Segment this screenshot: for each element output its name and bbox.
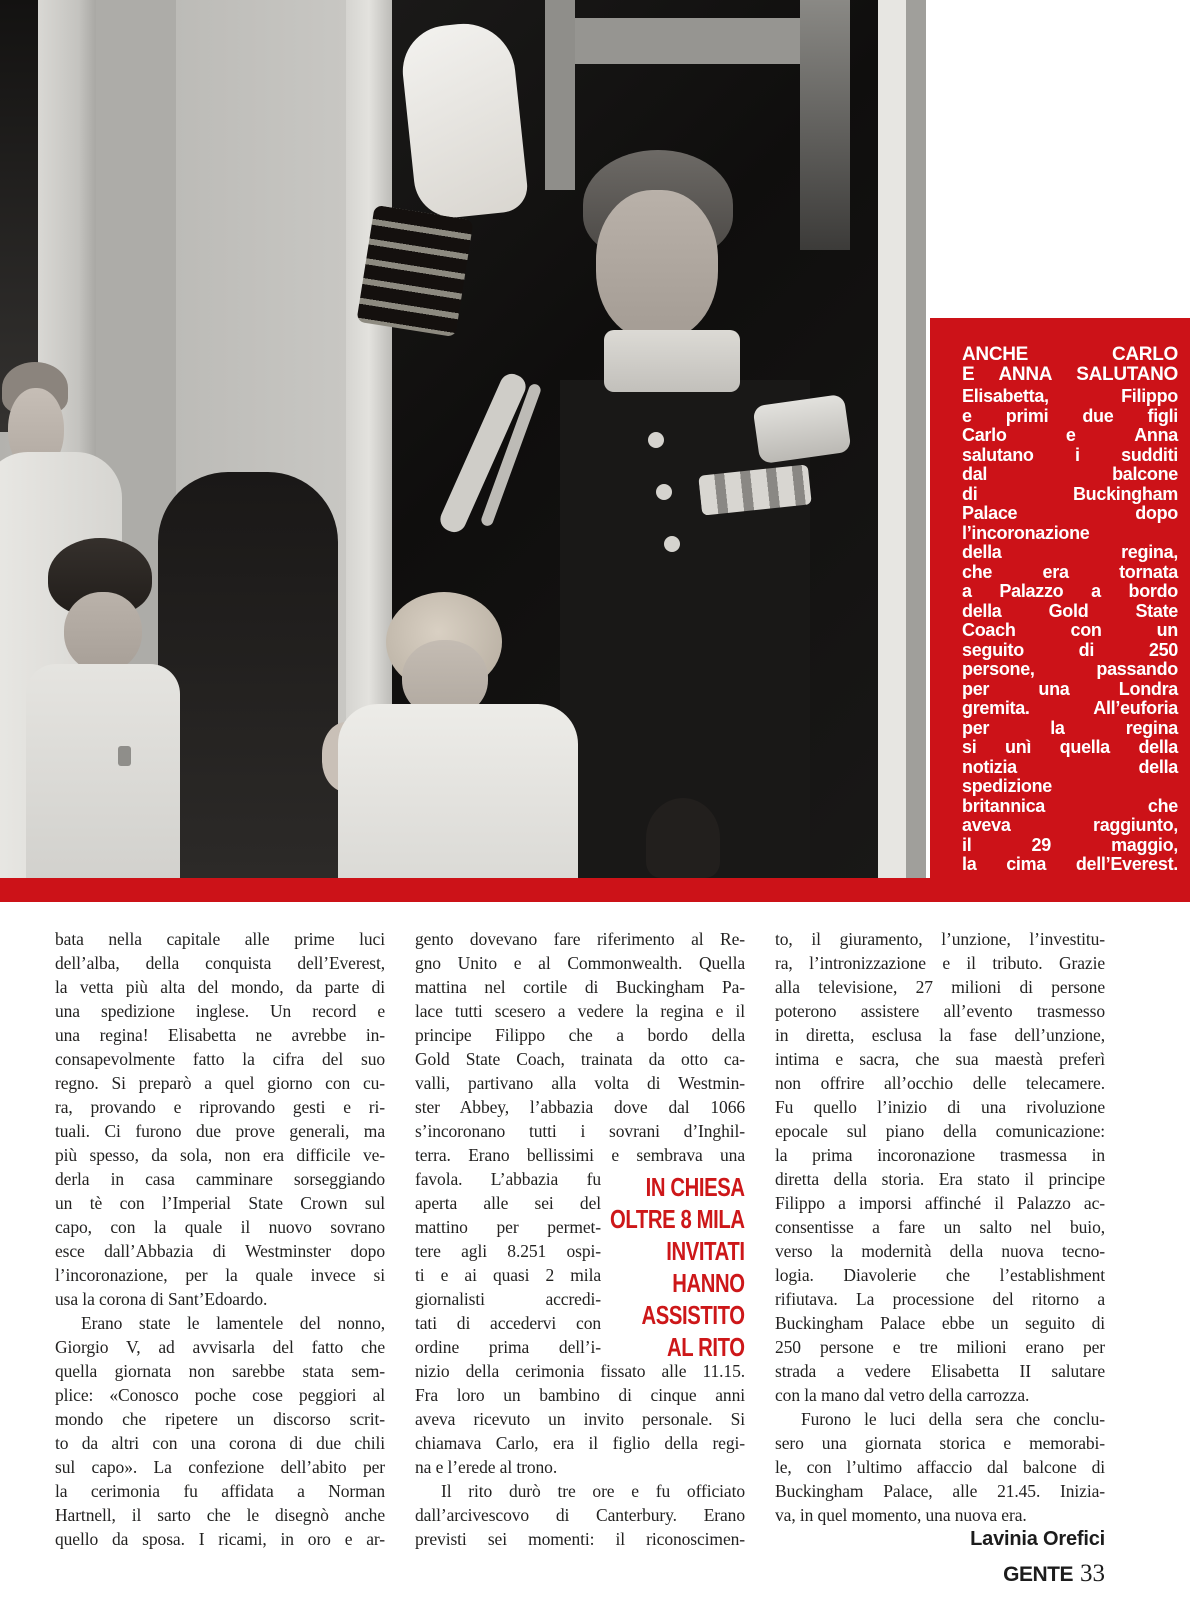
caption-kicker	[962, 345, 1178, 385]
column-2-top	[415, 927, 745, 1167]
text-line: quello da sposa. I ricami, in oro e ar-	[55, 1529, 385, 1549]
text-line: ra, provando e riprovando gesti e ri-	[55, 1097, 385, 1117]
text-line: che era tornata	[962, 561, 1178, 582]
text-line: giornalisti accredi-	[415, 1289, 601, 1309]
text-line: aveva raggiunto,	[962, 815, 1178, 835]
text-line: Furono le luci della sera che conclu-	[801, 1409, 1105, 1429]
text-line: Gold State Coach, trainata da otto ca-	[415, 1049, 745, 1069]
text-line: mattina nel cortile di Buckingham Pa-	[415, 977, 745, 997]
text-line: strada a vedere Elisabetta II salutare	[775, 1361, 1105, 1381]
text-line: Hartnell, il sarto che le disegnò anche	[55, 1505, 385, 1525]
text-line: bata nella capitale alle prime luci	[55, 929, 385, 949]
text-line: Palace dopo	[962, 503, 1178, 523]
text-line: della Gold State	[962, 600, 1178, 621]
text-line: E ANNA SALUTANO	[962, 364, 1178, 385]
open-door-pane	[800, 0, 850, 250]
text-line: aperta alle sei del	[415, 1193, 601, 1213]
text-line: ster Abbey, l’abbazia dove dal 1066	[415, 1097, 745, 1117]
text-line: chiamava Carlo, era il figlio della regi-	[415, 1433, 745, 1453]
right-frame-edge	[906, 0, 926, 878]
text-line: notizia della	[962, 756, 1178, 777]
text-line: una regina! Elisabetta ne avrebbe in-	[55, 1025, 385, 1045]
text-line: diretta della storia. Era stato il principe	[775, 1169, 1105, 1189]
philip-face	[596, 190, 718, 340]
text-line: Fu quello l’inizio di una rivoluzione	[775, 1097, 1105, 1117]
text-line: per la regina	[962, 717, 1178, 738]
page-number: 33	[1080, 1560, 1105, 1587]
text-line: Elisabetta, Filippo	[962, 386, 1178, 406]
text-line: si unì quella della	[962, 737, 1178, 757]
text-line: Fra loro un bambino di cinque anni	[415, 1385, 745, 1405]
text-line: rifiutava. La processione del ritorno a	[775, 1289, 1105, 1309]
text-line: consapevolmente fatto la cifra del suo	[55, 1049, 385, 1069]
text-line: mattino per permet-	[415, 1217, 601, 1237]
text-line: dell’alba, della conquista dell’Everest,	[55, 953, 385, 973]
text-line: sero una giornata storica e memorabi-	[775, 1433, 1105, 1453]
text-line: mondo che ripetere un discorso scrit-	[55, 1409, 385, 1429]
text-line: tati di accedervi con	[415, 1313, 601, 1333]
carlo-medal	[118, 746, 131, 766]
text-line: dall’arcivescovo di Canterbury. Erano	[415, 1505, 745, 1525]
magazine-logo: GENTE	[1003, 1563, 1073, 1586]
text-line: ti e ai quasi 2 mila	[415, 1265, 601, 1285]
text-line: nizio della cerimonia fissato alle 11.15.	[415, 1361, 745, 1381]
text-line: capo, con la quale il nuovo sovrano	[55, 1217, 385, 1237]
text-line: Buckingham Palace, alle 21.45. Inizia-	[775, 1481, 1105, 1501]
uniform-button	[664, 536, 680, 552]
anna-white-dress	[338, 704, 578, 878]
text-line: gno Unito e al Commonwealth. Quella	[415, 953, 745, 973]
text-line: l’incoronazione	[962, 522, 1090, 543]
text-line: Coach con un	[962, 620, 1178, 640]
philip-embroidered-collar	[604, 330, 740, 392]
text-line: le, con l’ultimo affaccio dal balcone di	[775, 1457, 1105, 1477]
carlo-face	[64, 592, 142, 672]
carlo-white-outfit	[26, 664, 180, 878]
text-line: esce dall’Abbazia di Westminster dopo	[55, 1241, 385, 1261]
text-line: tuali. Ci furono due prove generali, ma	[55, 1121, 385, 1141]
text-line: alla televisione, 27 milioni di persone	[775, 977, 1105, 997]
text-line: salutano i sudditi	[962, 444, 1178, 465]
text-line: Il rito durò tre ore e fu officiato	[441, 1481, 745, 1501]
uniform-button	[648, 432, 664, 448]
text-line: l’incoronazione, per la quale invece si	[55, 1265, 385, 1285]
text-line: usa la corona di Sant’Edoardo.	[55, 1289, 268, 1309]
text-line: previsti sei momenti: il riconoscimen-	[415, 1529, 745, 1549]
text-line: Erano state le lamentele del nonno,	[81, 1313, 385, 1333]
column-1	[55, 927, 385, 1551]
text-line: la vetta più alta del mondo, da parte di	[55, 977, 385, 997]
text-line: ASSISTITO	[641, 1300, 745, 1330]
text-line: e primi due figli	[962, 405, 1178, 426]
text-line: valli, partivano alla volta di Westmin-	[415, 1073, 745, 1093]
text-line: britannica che	[962, 795, 1178, 816]
text-line: sul capo». La confezione dell’abito per	[55, 1457, 385, 1477]
text-line: seguito di 250	[962, 639, 1178, 660]
text-line: AL RITO	[667, 1332, 745, 1362]
photo-caption-box	[930, 318, 1190, 902]
balcony-photo	[0, 0, 926, 878]
column-2-narrow	[415, 1167, 601, 1359]
window-frame-vertical	[545, 0, 575, 190]
text-line: aveva ricevuto un invito personale. Si	[415, 1409, 745, 1429]
column-2	[415, 927, 745, 1551]
uniform-button	[656, 484, 672, 500]
text-line: poterono assistere all’evento trasmesso	[775, 1001, 1105, 1021]
dark-figure	[158, 472, 338, 878]
text-line: Carlo e Anna	[962, 425, 1178, 445]
text-line: na e l’erede al trono.	[415, 1457, 558, 1477]
text-line: to da altri con una corona di due chili	[55, 1433, 385, 1453]
byline: Lavinia Orefici	[970, 1528, 1105, 1550]
text-line: ra, l’intronizzazione e il tributo. Grazie	[775, 953, 1105, 973]
text-line: per una Londra	[962, 678, 1178, 699]
text-line: il 29 maggio,	[962, 834, 1178, 855]
text-line: gento dovevano fare riferimento al Re-	[415, 929, 745, 949]
right-door-frame	[878, 0, 906, 878]
text-line: quella giornata non sarebbe stata sem-	[55, 1361, 385, 1381]
text-line: Buckingham Palace ebbe un seguito di	[775, 1313, 1105, 1333]
text-line: un tè con l’Imperial State Crown sul	[55, 1193, 385, 1213]
text-line: a Palazzo a bordo	[962, 581, 1178, 601]
text-line: INVITATI	[666, 1236, 745, 1266]
text-line: una spedizione inglese. Un record e	[55, 1001, 385, 1021]
text-line: s’incoronano tutti i sovrani d’Inghil-	[415, 1121, 745, 1141]
text-line: persone, passando	[962, 659, 1178, 679]
text-line: gremita. All’euforia	[962, 698, 1178, 718]
text-line: verso la modernità della nuova tecno-	[775, 1241, 1105, 1261]
text-line: ANCHE CARLO	[962, 344, 1178, 365]
text-line: regno. Si preparò a quel giorno con cu-	[55, 1073, 385, 1093]
philip-striped-cuff	[356, 205, 473, 337]
text-line: ordine prima dell’i-	[415, 1337, 601, 1357]
page-footer	[55, 1560, 1105, 1588]
text-line: to, il giuramento, l’unzione, l’investitu-	[775, 929, 1105, 949]
text-line: va, in quel momento, una nuova era.	[775, 1505, 1027, 1525]
text-line: lace tutti scesero a vedere la regina e il	[415, 1001, 745, 1021]
text-line: spedizione	[962, 776, 1053, 796]
text-line: in diretta, esclusa la fase dell’unzione,	[775, 1025, 1105, 1045]
text-line: OLTRE 8 MILA	[610, 1204, 745, 1234]
text-line: Giorgio V, ad avvisarla del fatto che	[55, 1337, 385, 1357]
text-line: consentisse a fare un salto nel buio,	[775, 1217, 1105, 1237]
text-line: non offrire all’occhio delle telecamere.	[775, 1073, 1105, 1093]
text-line: epocale sul piano della comunicazione:	[775, 1121, 1105, 1141]
text-line: HANNO	[672, 1268, 745, 1298]
column-3	[775, 927, 1105, 1551]
column-2-bottom	[415, 1359, 745, 1551]
pull-quote	[610, 1171, 745, 1363]
text-line: logia. Diavolerie che l’establishment	[775, 1265, 1105, 1285]
text-line: Filippo a imporsi affinché il Palazzo ac-	[775, 1193, 1105, 1213]
text-line: terra. Erano bellissimi e sembrava una	[415, 1145, 745, 1165]
text-line: la prima incoronazione trasmessa in	[775, 1145, 1105, 1165]
text-line: più spesso, da sola, non era difficile ve-	[55, 1145, 385, 1165]
text-line: derla in casa camminare sorseggiando	[55, 1169, 385, 1189]
window-frame-horizontal	[575, 18, 805, 64]
text-line: 250 persone e tre milioni erano per	[775, 1337, 1105, 1357]
text-line: tere agli 8.251 ospi-	[415, 1241, 601, 1261]
text-line: la cerimonia fu affidata a Norman	[55, 1481, 385, 1501]
text-line: con la mano dal vetro della carrozza.	[775, 1385, 1030, 1405]
article-body	[55, 927, 1105, 1551]
text-line: favola. L’abbazia fu	[415, 1169, 601, 1189]
text-line: IN CHIESA	[645, 1172, 745, 1202]
text-line: di Buckingham	[962, 483, 1178, 504]
text-line: dal balcone	[962, 464, 1178, 484]
column-3-text	[775, 927, 1105, 1527]
text-line: la cima dell’Everest.	[962, 854, 1178, 874]
dark-head	[646, 798, 720, 878]
text-line: intima e sacra, che sua maestà preferì	[775, 1049, 1105, 1069]
text-line: principe Filippo che a bordo della	[415, 1025, 745, 1045]
caption-body	[962, 387, 1178, 875]
text-line: della regina,	[962, 542, 1178, 562]
text-line: plice: «Conosco poche cose peggiori al	[55, 1385, 385, 1405]
